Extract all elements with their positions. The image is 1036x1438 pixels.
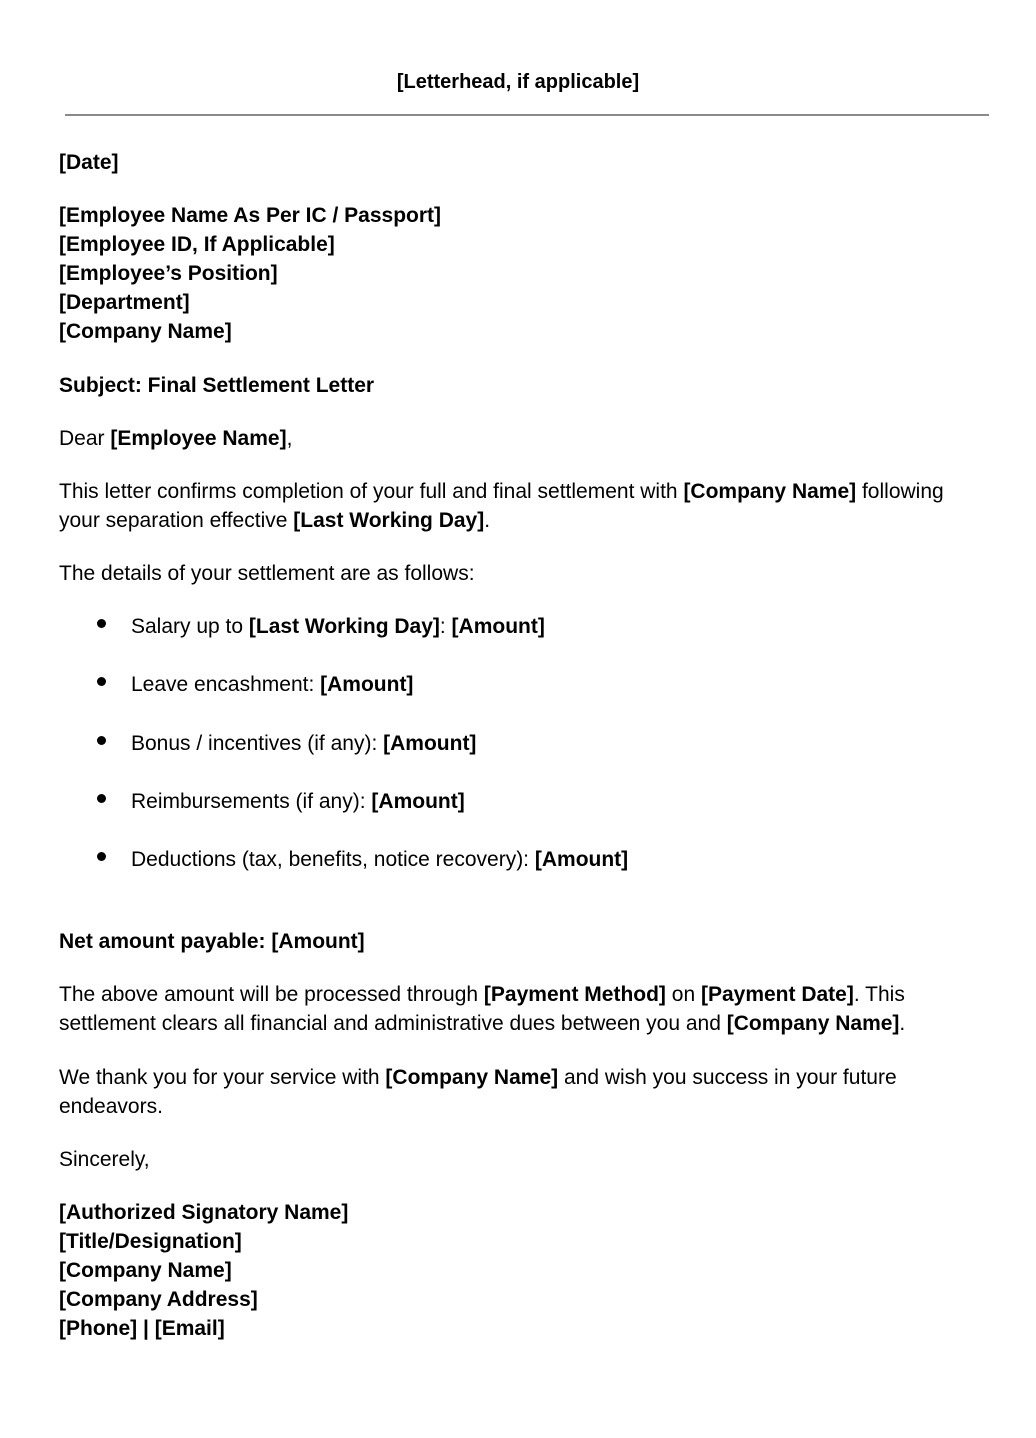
recipient-department: [Department]	[59, 291, 190, 314]
intro-line-2	[59, 506, 994, 535]
processing-text: .	[899, 1012, 906, 1035]
processing-company: [Company Name]	[726, 1012, 900, 1035]
recipient-employee-id: [Employee ID, If Applicable]	[59, 233, 335, 256]
intro-line-1	[59, 477, 994, 506]
bullet-icon	[95, 670, 109, 684]
detail-amount: [Amount]	[371, 790, 465, 813]
signatory-company: [Company Name]	[59, 1259, 232, 1282]
bullet-icon	[95, 729, 109, 743]
processing-paragraph	[59, 980, 994, 1038]
net-amount-line: Net amount payable: [Amount]	[59, 930, 365, 953]
payment-method: [Payment Method]	[483, 983, 666, 1006]
date-line: [Date]	[59, 151, 119, 174]
salutation-name: [Employee Name]	[110, 427, 287, 450]
intro-paragraph	[59, 477, 994, 535]
processing-text: on	[665, 983, 701, 1006]
bullet-icon	[95, 845, 109, 859]
detail-label: Bonus / incentives (if any):	[131, 732, 384, 755]
detail-amount: [Amount]	[451, 615, 545, 638]
signatory-name: [Authorized Signatory Name]	[59, 1201, 349, 1224]
letterhead: [Letterhead, if applicable]	[396, 71, 640, 93]
signatory-block	[59, 1198, 994, 1343]
salutation-prefix: Dear	[59, 427, 111, 450]
processing-line-1	[59, 980, 994, 1009]
closing: Sincerely,	[59, 1148, 150, 1171]
detail-last-day: [Last Working Day]	[248, 615, 440, 638]
bullet-icon	[95, 787, 109, 801]
detail-sep: :	[439, 615, 452, 638]
salutation	[59, 424, 994, 453]
header-divider	[65, 114, 989, 116]
intro-text: .	[484, 509, 491, 532]
processing-text: settlement clears all financial and administrative dues between you and	[59, 1012, 727, 1035]
recipient-name: [Employee Name As Per IC / Passport]	[59, 204, 442, 227]
thanks-text: We thank you for your service with	[59, 1066, 386, 1089]
recipient-position: [Employee’s Position]	[59, 262, 278, 285]
detail-label: Deductions (tax, benefits, notice recovery):	[131, 848, 535, 871]
processing-text: The above amount will be processed through	[59, 983, 484, 1006]
detail-amount: [Amount]	[383, 732, 477, 755]
list-item	[131, 612, 545, 641]
recipient-company: [Company Name]	[59, 320, 232, 343]
detail-label: Salary up to	[131, 615, 249, 638]
detail-amount: [Amount]	[320, 673, 414, 696]
signatory-address: [Company Address]	[59, 1288, 258, 1311]
thanks-company: [Company Name]	[385, 1066, 559, 1089]
thanks-line-1	[59, 1063, 994, 1092]
intro-text: following	[856, 480, 944, 503]
thanks-text: and wish you success in your future	[558, 1066, 897, 1089]
intro-last-day: [Last Working Day]	[293, 509, 485, 532]
intro-text: your separation effective	[59, 509, 294, 532]
detail-label: Leave encashment:	[131, 673, 321, 696]
signatory-title: [Title/Designation]	[59, 1230, 242, 1253]
payment-date: [Payment Date]	[700, 983, 854, 1006]
list-item	[131, 670, 413, 699]
detail-amount: [Amount]	[534, 848, 629, 871]
thanks-paragraph	[59, 1063, 994, 1121]
recipient-block	[59, 201, 994, 346]
details-heading: The details of your settlement are as follows:	[59, 562, 475, 585]
processing-text: . This	[853, 983, 905, 1006]
list-item	[131, 729, 476, 758]
thanks-line-2: endeavors.	[59, 1095, 163, 1118]
signatory-contact: [Phone] | [Email]	[59, 1317, 225, 1340]
processing-line-2	[59, 1009, 994, 1038]
list-item	[131, 787, 465, 816]
list-item	[131, 845, 628, 874]
detail-label: Reimbursements (if any):	[131, 790, 372, 813]
subject-line: Subject: Final Settlement Letter	[59, 374, 375, 397]
bullet-icon	[95, 612, 109, 626]
intro-text: This letter confirms completion of your full and final settlement with	[59, 480, 684, 503]
salutation-suffix: ,	[286, 427, 293, 450]
intro-company: [Company Name]	[683, 480, 857, 503]
